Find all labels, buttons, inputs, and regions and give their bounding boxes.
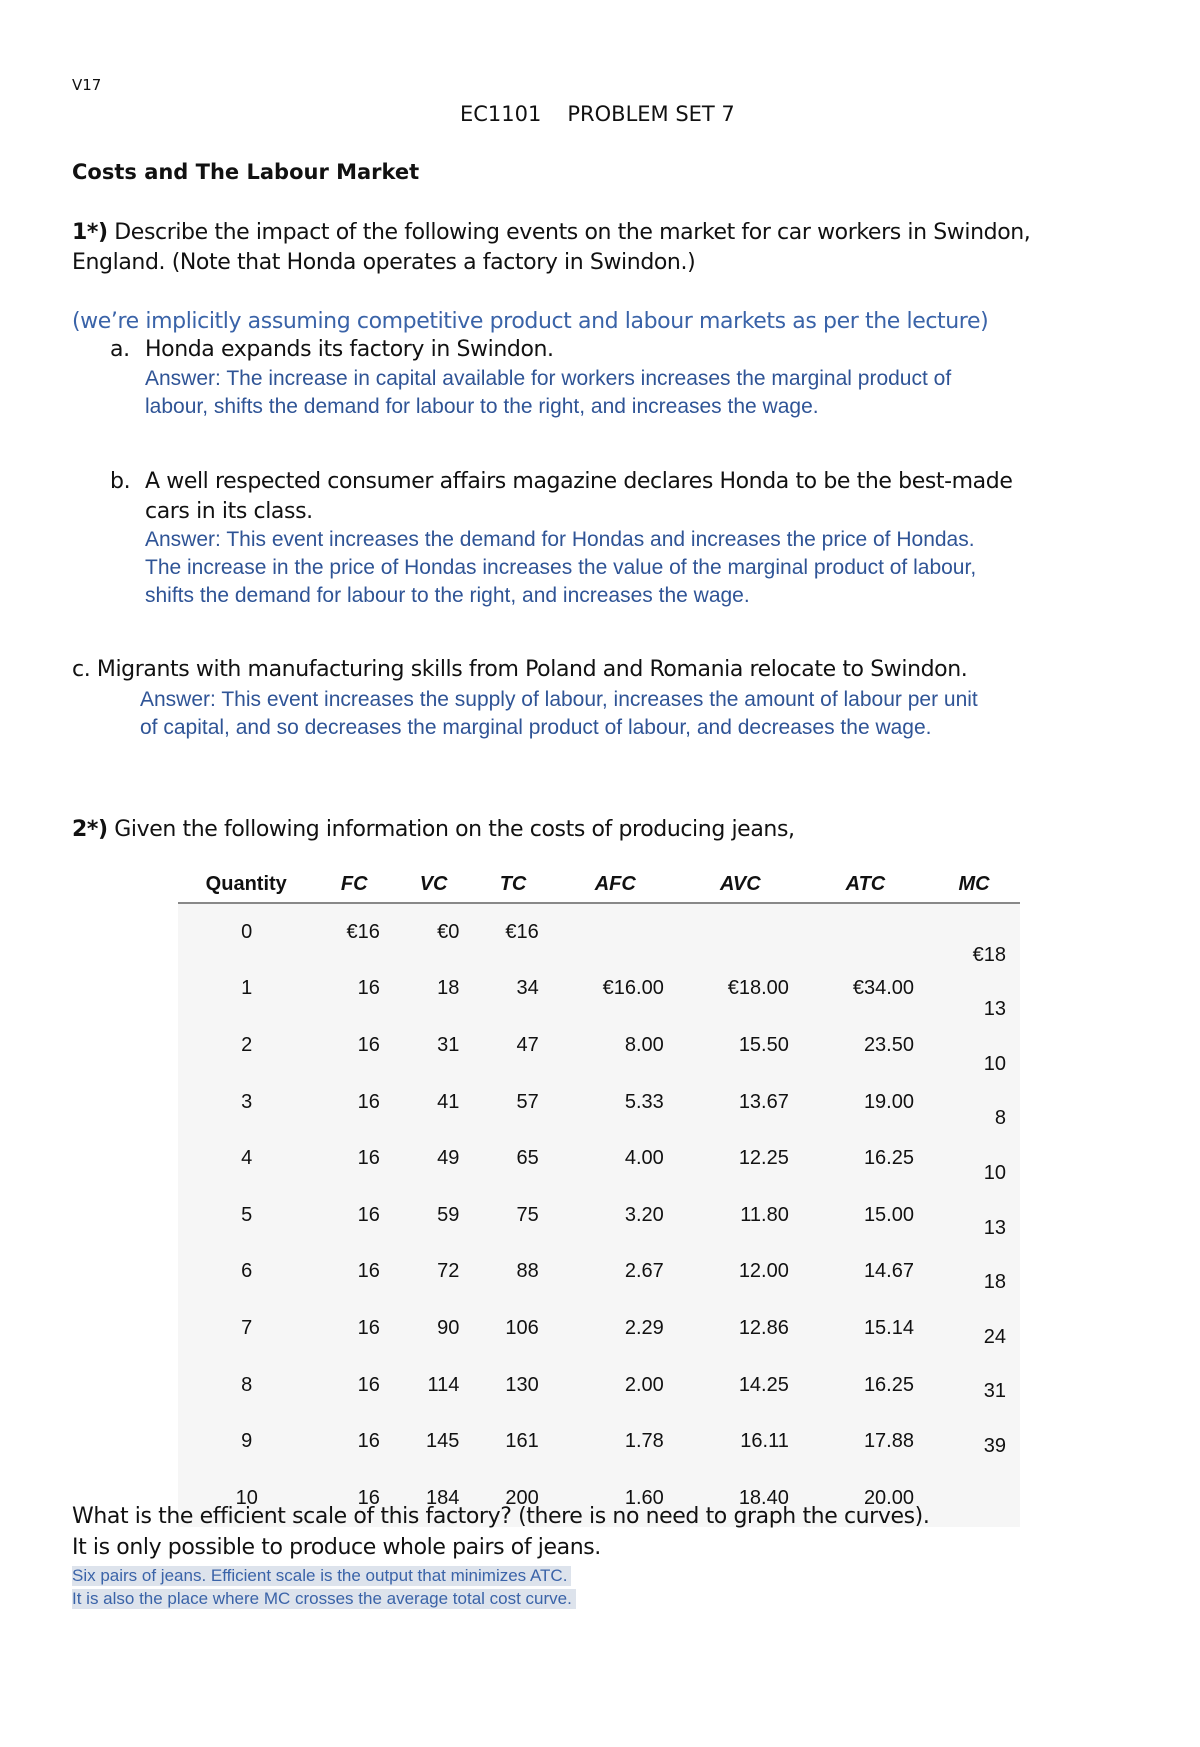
table-cell — [678, 903, 803, 961]
table-cell: 41 — [437, 1090, 460, 1113]
table-cell: 12.25 — [738, 1147, 789, 1170]
table-cell: 12.00 — [738, 1260, 789, 1283]
mc-value: 31 — [983, 1380, 1006, 1403]
table-cell: 5.33 — [624, 1090, 664, 1113]
cost-table — [178, 866, 1020, 1527]
table-cell: 16 — [357, 1033, 380, 1056]
table-cell: 145 — [425, 1430, 460, 1453]
q1-text-line2: England. (Note that Honda operates a factory in Swindon.) — [72, 250, 696, 275]
table-cell: 1.60 — [624, 1486, 664, 1509]
table-row — [178, 1357, 1020, 1414]
q2-number: 2*) — [72, 817, 108, 842]
q1c-answer-line1: Answer: This event increases the supply of labour, increases the amount of labour per unit — [140, 688, 978, 711]
q2-text: 2*) Given the following information on the costs of producing jeans, — [72, 817, 795, 842]
table-cell: 161 — [505, 1430, 539, 1453]
mc-value: 10 — [983, 1052, 1006, 1075]
table-cell: 9 — [241, 1430, 253, 1453]
table-cell: 1 — [241, 977, 253, 1000]
q2-answer-line2: It is also the place where MC crosses the average total cost curve. — [72, 1589, 576, 1609]
table-cell: 34 — [516, 977, 539, 1000]
q1-number: 1*) — [72, 220, 108, 245]
table-cell: 4.00 — [624, 1147, 664, 1170]
header-tc: TC — [473, 866, 552, 903]
table-cell: 16.25 — [863, 1147, 914, 1170]
table-cell: 15.14 — [863, 1316, 914, 1339]
table-cell: 16 — [357, 977, 380, 1000]
table-cell: 2.67 — [624, 1260, 664, 1283]
table-cell: 57 — [516, 1090, 539, 1113]
table-cell — [803, 903, 928, 961]
q1b-question-line2: cars in its class. — [145, 499, 313, 524]
table-cell: 16.11 — [740, 1430, 789, 1453]
version-label: V17 — [72, 76, 102, 94]
table-cell: 16 — [357, 1430, 380, 1453]
table-cell: 8.00 — [624, 1033, 664, 1056]
table-cell: 14.25 — [738, 1373, 789, 1396]
table-cell: 16 — [357, 1316, 380, 1339]
table-cell: 200 — [505, 1486, 539, 1509]
table-cell: 4 — [241, 1147, 253, 1170]
q1a-label: a. — [110, 337, 130, 362]
q1-text-line1: 1*) Describe the impact of the following events on the market for car workers in Swindon, — [72, 220, 1031, 245]
q1a-answer-line2: labour, shifts the demand for labour to the right, and increases the wage. — [145, 395, 819, 418]
table-cell: 0 — [241, 920, 253, 943]
header-mc: MC — [928, 866, 1020, 903]
header-atc: ATC — [803, 866, 928, 903]
table-cell: 16 — [357, 1203, 380, 1226]
header-quantity: Quantity — [178, 866, 314, 903]
table-cell: 59 — [437, 1203, 460, 1226]
table-cell: 184 — [425, 1486, 460, 1509]
table-cell: €16 — [505, 920, 539, 943]
table-cell: 15.50 — [738, 1033, 789, 1056]
table-cell: 130 — [505, 1373, 539, 1396]
page-title — [460, 102, 761, 126]
table-cell: 3.20 — [624, 1203, 664, 1226]
table-row — [178, 1413, 1020, 1470]
table-cell: €0 — [437, 920, 460, 943]
table-cell: €34.00 — [852, 977, 914, 1000]
table-cell: €16 — [346, 920, 380, 943]
header-avc: AVC — [678, 866, 803, 903]
q1a-question: Honda expands its factory in Swindon. — [145, 337, 554, 362]
table-cell — [928, 1470, 1020, 1527]
table-row — [178, 1300, 1020, 1357]
q1a-answer-line1: Answer: The increase in capital available for workers increases the marginal product of — [145, 367, 952, 390]
table-cell: 90 — [437, 1316, 460, 1339]
table-cell: 47 — [516, 1033, 539, 1056]
mc-value: 13 — [983, 998, 1006, 1021]
table-row — [178, 1187, 1020, 1244]
q1b-question-line1: A well respected consumer affairs magazine declares Honda to be the best-made — [145, 469, 1013, 494]
section-title: Costs and The Labour Market — [72, 160, 420, 184]
table-cell: 65 — [516, 1147, 539, 1170]
q2-question-line2: It is only possible to produce whole pairs of jeans. — [72, 1535, 601, 1560]
table-row — [178, 1244, 1020, 1301]
problem-set-label: PROBLEM SET 7 — [567, 102, 735, 126]
table-cell: 16.25 — [863, 1373, 914, 1396]
q1c-question: c. Migrants with manufacturing skills from Poland and Romania relocate to Swindon. — [72, 657, 968, 682]
table-cell: 20.00 — [863, 1486, 914, 1509]
table-cell: 2 — [241, 1033, 253, 1056]
table-cell: 72 — [437, 1260, 460, 1283]
header-fc: FC — [314, 866, 393, 903]
table-cell: 18 — [437, 977, 460, 1000]
table-row — [178, 1017, 1020, 1074]
table-cell: 16 — [357, 1486, 380, 1509]
table-row — [178, 1074, 1020, 1131]
table-cell: 14.67 — [863, 1260, 914, 1283]
q2-question-line1: What is the efficient scale of this factory? (there is no need to graph the curves). — [72, 1504, 930, 1529]
mc-value: 18 — [983, 1271, 1006, 1294]
q2-answer-line1: Six pairs of jeans. Efficient scale is the output that minimizes ATC. — [72, 1566, 571, 1586]
table-cell: 8 — [241, 1373, 253, 1396]
table-cell: 16 — [357, 1090, 380, 1113]
course-code: EC1101 — [460, 102, 542, 126]
table-cell: 13.67 — [738, 1090, 789, 1113]
table-cell: 2.29 — [624, 1316, 664, 1339]
table-header-row — [178, 866, 1020, 903]
table-cell: 19.00 — [863, 1090, 914, 1113]
table-cell: 16 — [357, 1147, 380, 1170]
table-cell: 1.78 — [624, 1430, 664, 1453]
table-cell — [553, 903, 678, 961]
q1b-label: b. — [110, 469, 131, 494]
mc-value: 13 — [983, 1216, 1006, 1239]
table-cell: 49 — [437, 1147, 460, 1170]
table-cell: 3 — [241, 1090, 253, 1113]
table-cell: 11.80 — [740, 1203, 789, 1226]
mc-value: 39 — [983, 1435, 1006, 1457]
table-cell: 23.50 — [863, 1033, 914, 1056]
q1b-answer-line2: The increase in the price of Hondas increases the value of the marginal product of labour, — [145, 556, 977, 579]
table-cell: 31 — [437, 1033, 460, 1056]
table-cell: €18.00 — [727, 977, 789, 1000]
table-cell: €16.00 — [602, 977, 664, 1000]
header-afc: AFC — [553, 866, 678, 903]
table-cell: 75 — [516, 1203, 539, 1226]
mc-value: 8 — [994, 1107, 1006, 1130]
table-cell: 6 — [241, 1260, 253, 1283]
table-cell: 12.86 — [738, 1316, 789, 1339]
table-row — [178, 1130, 1020, 1187]
q1b-answer-line1: Answer: This event increases the demand for Hondas and increases the price of Hondas. — [145, 528, 975, 551]
mc-value: 24 — [983, 1325, 1006, 1348]
table-cell: 15.00 — [863, 1203, 914, 1226]
table-cell: 5 — [241, 1203, 253, 1226]
table-cell: 106 — [505, 1316, 539, 1339]
q1b-answer-line3: shifts the demand for labour to the right, and increases the wage. — [145, 584, 750, 607]
table-cell: 114 — [427, 1373, 460, 1396]
header-vc: VC — [394, 866, 473, 903]
table-cell: 16 — [357, 1373, 380, 1396]
q1-note: (we’re implicitly assuming competitive product and labour markets as per the lecture) — [72, 309, 989, 334]
table-cell: 16 — [357, 1260, 380, 1283]
q1c-answer-line2: of capital, and so decreases the marginal product of labour, and decreases the wage. — [140, 716, 932, 739]
table-cell: 17.88 — [863, 1430, 914, 1453]
table-row — [178, 903, 1020, 961]
table-cell: 7 — [241, 1316, 253, 1339]
table-cell: 18.40 — [738, 1486, 789, 1509]
table-cell: 2.00 — [624, 1373, 664, 1396]
mc-value: 10 — [983, 1162, 1006, 1184]
table-cell: 88 — [516, 1260, 539, 1283]
table-row — [178, 961, 1020, 1018]
mc-value: €18 — [972, 943, 1006, 966]
table-cell: 10 — [235, 1486, 258, 1509]
